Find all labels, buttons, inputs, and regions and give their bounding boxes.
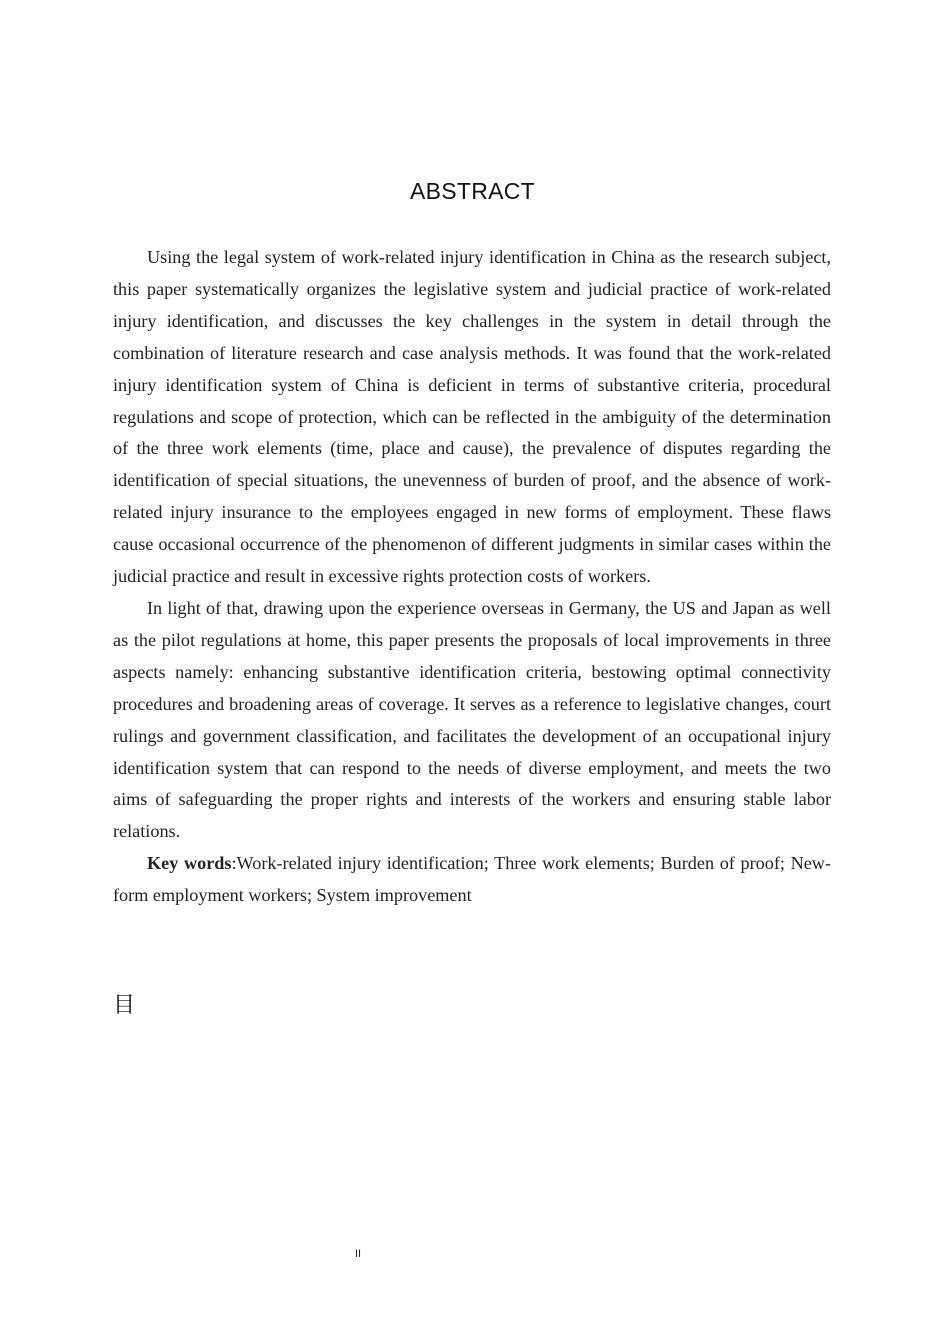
keywords-label: Key words (147, 853, 232, 874)
abstract-heading: ABSTRACT (409, 178, 536, 204)
abstract-body (113, 242, 831, 912)
page-number: II (355, 1248, 362, 1260)
abstract-paragraph-1: Using the legal system of work-related injury identification in China as the research subject, this paper systematically organizes the legislative system and judicial practice of work-related injury identification, and discusses the key challenges in the system in detail through the combination of literature research and case analysis methods. It was found that the work-related injury identification system of China is deficient in terms of substantive criteria, procedural regulations and scope of protection, which can be reflected in the ambiguity of the determination of the three work elements (time, place and cause), the prevalence of disputes regarding the identification of special situations, the unevenness of burden of proof, and the absence of work-related injury insurance to the employees engaged in new forms of employment. These flaws cause occasional occurrence of the phenomenon of different judgments in similar cases within the judicial practice and result in excessive rights protection costs of workers. (113, 247, 831, 587)
keywords-paragraph (113, 848, 831, 912)
toc-heading: 目 (113, 993, 136, 1018)
keywords-text: :Work-related injury identification; Three work elements; Burden of proof; New-form employment workers; System improvement (113, 853, 831, 906)
abstract-paragraph-2: In light of that, drawing upon the experience overseas in Germany, the US and Japan as well as the pilot regulations at home, this paper presents the proposals of local improvements in three aspects namely: enhancing substantive identification criteria, bestowing optimal connectivity procedures and broadening areas of coverage. It serves as a reference to legislative changes, court rulings and government classification, and facilitates the development of an occupational injury identification system that can respond to the needs of diverse employment, and meets the two aims of safeguarding the proper rights and interests of the workers and ensuring stable labor relations. (113, 597, 831, 842)
